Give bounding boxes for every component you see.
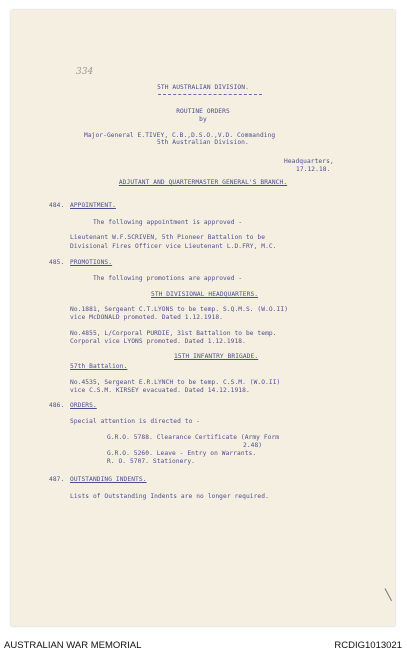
order-heading-appointment: APPOINTMENT. bbox=[70, 202, 116, 209]
order-line: vice McDONALD promoted. Dated 1.12.1918. bbox=[70, 314, 224, 321]
order-line: Lieutenant W.F.SCRIVEN, 5th Pioneer Battalion to be bbox=[70, 234, 266, 241]
commander-line-1: Major-General E.TIVEY, C.B.,D.S.O.,V.D. Commanding bbox=[84, 132, 276, 139]
footer-source: AUSTRALIAN WAR MEMORIAL bbox=[4, 640, 142, 651]
unit-subheading: 57th Battalion. bbox=[70, 363, 128, 370]
order-number-486: 486. bbox=[49, 402, 65, 409]
order-line: vice C.S.M. KIRSEY evacuated. Dated 14.12.1918. bbox=[70, 387, 250, 394]
by-line: by bbox=[199, 116, 207, 123]
order-line: Special attention is directed to - bbox=[70, 418, 201, 425]
footer-record-id: RCDIG1013021 bbox=[334, 640, 402, 651]
order-line: No.4855, L/Corporal PURDIE, 31st Battalion to be temp. bbox=[70, 330, 277, 337]
commander-line-2: 5th Australian Division. bbox=[157, 139, 249, 146]
order-heading-orders: ORDERS. bbox=[70, 402, 97, 409]
pencil-folio-number: 334 bbox=[76, 67, 94, 77]
order-line: Corporal vice LYONS promoted. Dated 1.12.1918. bbox=[70, 338, 246, 345]
order-line: No.1881, Sergeant C.T.LYONS to be temp. S.Q.M.S. (W.O.II) bbox=[70, 306, 289, 313]
hq-date: 17.12.18. bbox=[296, 166, 331, 173]
order-line: Divisional Fires Officer vice Lieutenant L.D.FRY, M.C. bbox=[70, 243, 277, 250]
order-line: R. O. 5707. Stationery. bbox=[107, 458, 195, 465]
order-number-484: 484. bbox=[49, 202, 65, 209]
branch-heading: ADJUTANT AND QUARTERMASTER GENERAL'S BRANCH. bbox=[118, 179, 288, 186]
order-number-487: 487. bbox=[49, 476, 65, 483]
pencil-mark bbox=[385, 588, 392, 601]
routine-orders-title: ROUTINE ORDERS bbox=[176, 108, 230, 115]
order-heading-outstanding-indents: OUTSTANDING INDENTS. bbox=[70, 476, 147, 483]
document-page bbox=[11, 10, 395, 626]
hq-line-1: Headquarters, bbox=[284, 158, 334, 165]
division-title: 5TH AUSTRALIAN DIVISION. bbox=[157, 84, 249, 91]
unit-heading: 5TH DIVISIONAL HEADQUARTERS. bbox=[151, 291, 259, 298]
order-number-485: 485. bbox=[49, 259, 65, 266]
order-line: The following appointment is approved - bbox=[93, 219, 243, 226]
order-line: The following promotions are approved - bbox=[93, 275, 243, 282]
order-line: Lists of Outstanding Indents are no longer required. bbox=[70, 493, 269, 500]
order-line: G.R.O. 5788. Clearance Certificate (Army Form bbox=[107, 434, 280, 441]
order-line: G.R.O. 5260. Leave - Entry on Warrants. bbox=[107, 450, 257, 457]
order-line: 2.48) bbox=[243, 442, 263, 449]
order-line: No.4535, Sergeant E.R.LYNCH to be temp. C.S.M. (W.O.II) bbox=[70, 379, 281, 386]
order-heading-promotions: PROMOTIONS. bbox=[70, 259, 113, 266]
title-rule bbox=[158, 94, 262, 95]
unit-heading: 15TH INFANTRY BRIGADE. bbox=[174, 353, 259, 360]
